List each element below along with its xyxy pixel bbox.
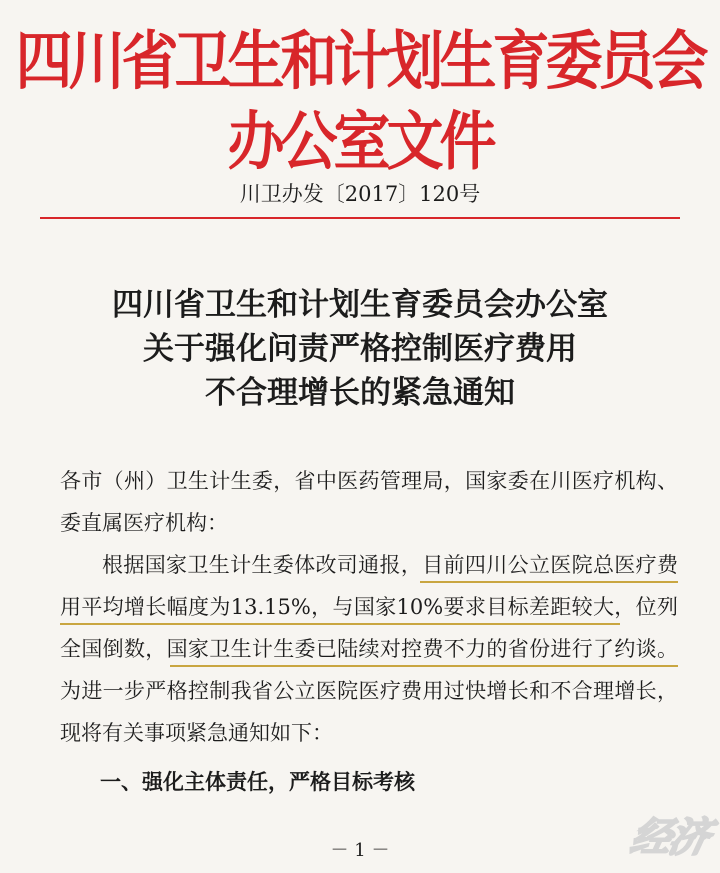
body-paragraph: 根据国家卫生计生委体改司通报，目前四川公立医院总医疗费用平均增长幅度为13.15%，与国家10%要求目标差距较大，位列全国倒数，国家卫生计生委已陆续对控费不力的省份进行了约谈。为进一步严格控制我省公立医院医疗费用过快增长和不合理增长，现将有关事项紧急通知如下： (60, 553, 678, 745)
notice-title-line-3: 不合理增长的紧急通知 (205, 375, 515, 411)
watermark-logo: 经济 (626, 815, 713, 861)
highlight-underline (420, 581, 678, 583)
page-number: － 1 － (330, 840, 390, 861)
highlight-underline (60, 623, 620, 625)
red-divider-line (40, 217, 680, 219)
notice-title-line-2: 关于强化问责严格控制医疗费用 (143, 331, 577, 367)
document-number: 川卫办发〔2017〕120号 (239, 182, 481, 206)
highlight-underline (170, 665, 678, 667)
section-heading: 一、强化主体责任，严格目标考核 (100, 769, 415, 794)
addressee-paragraph: 各市（州）卫生计生委，省中医药管理局，国家委在川医疗机构、委直属医疗机构： (60, 469, 678, 535)
notice-title-line-1: 四川省卫生和计划生育委员会办公室 (112, 287, 608, 323)
document-header-title: 四川省卫生和计划生育委员会办公室文件 (15, 24, 705, 180)
notice-title (0, 283, 720, 415)
